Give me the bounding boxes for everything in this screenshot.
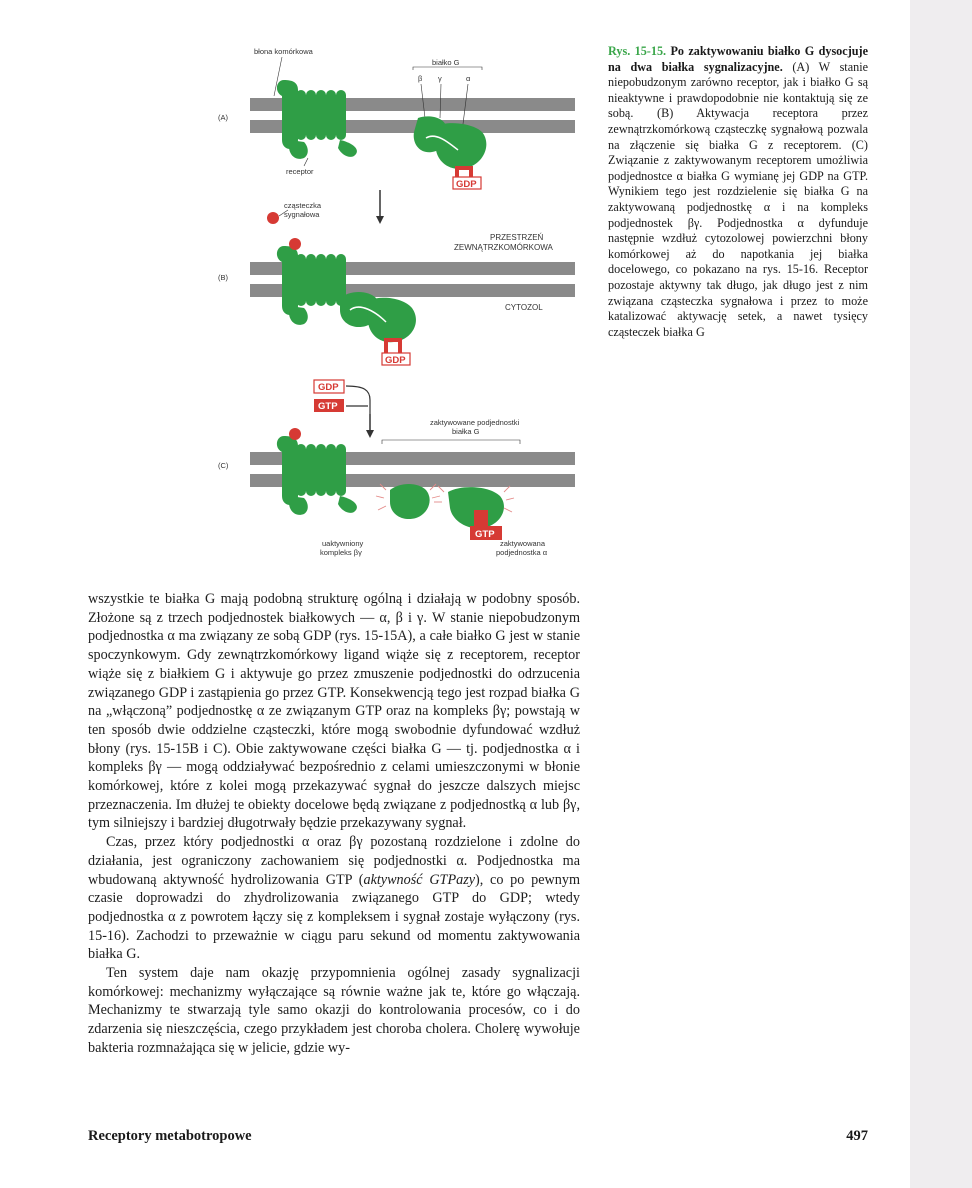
g-protein-b — [340, 292, 416, 358]
activated-alpha-label-1: zaktywowana — [500, 539, 546, 548]
cytosol-label: CYTOZOL — [505, 303, 543, 312]
figure-15-15 — [200, 40, 600, 580]
receptor-a — [277, 80, 357, 159]
paragraph-3: Ten system daje nam okazję przypomnienia ogólnej zasady sygnalizacji komórkowej: mechanizmy wyłączające są równie ważne jak te, które go włączają. Mechanizmy te stwarzają tyle samo okazji do kontrolowania procesów, co i do zdarzenia się nieszczęścia, czego przykładem jest choroba cholera. Cholerę wywołuje bakteria rozmnażająca się w jelicie, gdzie wy- — [88, 965, 580, 1056]
gtpase-term: aktywność GTPazy — [363, 871, 476, 888]
membrane-label: błona komórkowa — [254, 47, 313, 56]
signal-molecule-label-1: cząsteczka — [284, 201, 322, 210]
caption-text: (A) W stanie niepobudzonym zarówno receptor, jak i białko G są nieaktywne i prawdopodobnie nie kontaktują się ze sobą. (B) Aktywacja receptora przez zewnątrzkomórkową cząsteczkę sygnałową pozwala na złączenie się białka G z receptorem. (C) Związanie z zaktywowanym receptorem umożliwia podjednostce α białka G wymianę jej GDP na GTP. Wynikiem tego jest rozdzielenie się białka G na zaktywowaną podjednostkę α i na kompleks podjednostek βγ. Podjednostka α dyfunduje następnie wzdłuż cytozolowej powierzchni błony komórkowej aż do napotkania jej białka docelowego, co pokazano na rys. 15-16. Receptor pozostaje aktywny tak długo, jak długo jest z nim związana cząsteczka sygnałowa i przez to może katalizować aktywację setek, a nawet tysięcy cząsteczek białka G — [608, 59, 868, 339]
beta-label: β — [418, 74, 423, 83]
paragraph-1: wszystkie te białka G mają podobną strukturę ogólną i działają w podobny sposób. Złożone są z trzech podjednostek białkowych — α, β i γ. W stanie niepobudzonym podjednostka α ma związany ze sobą GDP (rys. 15-15A), a całe białko G jest w stanie spoczynkowym. Gdy zewnątrzkomórkowy ligand wiąże się z receptorem, receptor wiąże się z białkiem G i aktywuje go przez zmuszenie podjednostki do odrzucenia związanego GDP i zastąpienia go przez GTP. Konsekwencją tego jest rozpad białka G na „włączoną” podjednostkę α ze związanym GTP oraz na kompleks βγ; powstają w ten sposób dwie oddzielne cząsteczki, które mogą swobodnie dyfundować wzdłuż błony (rys. 15-15B i C). Obie zaktywowane części białka G — tj. podjednostka α i kompleks βγ — mogą oddziaływać bezpośrednio z celami umieszczonymi w błonie komórkowej, które z kolei mogą przekazywać sygnał do jeszcze dalszych miejsc przeznaczenia. Im dłużej te obiekty docelowe będą związane z podjednostką α lub βγ, tym silniejszy i bardziej długotrwały będzie przekazywany sygnał. — [88, 591, 580, 832]
caption-number: Rys. 15-15. — [608, 44, 667, 58]
page-number: 497 — [846, 1128, 868, 1144]
paragraph-2-end: ), co po pewnym czasie doprowadzi do zhydrolizowania związanego GTP do GDP; wtedy podjednostka α z powrotem łączy się z kompleksem i sygnał zostaje wyłączony (rys. 15-16). Zachodzi to przeważnie w ciągu paru sekund od momentu zaktywowania białka G. — [88, 871, 580, 963]
gtp-bind-text: GTP — [318, 401, 338, 412]
receptor-label: receptor — [286, 167, 314, 176]
signal-molecule-c — [289, 428, 301, 440]
receptor-b — [277, 246, 346, 325]
panel-c-label: (C) — [218, 461, 229, 470]
gdp-release-text: GDP — [318, 382, 339, 393]
main-text — [88, 590, 580, 1058]
panel-b-label: (B) — [218, 273, 228, 282]
alpha-label: α — [466, 74, 471, 83]
running-title: Receptory metabotropowe — [88, 1128, 252, 1144]
gamma-label: γ — [438, 74, 442, 83]
figure-caption — [608, 44, 868, 340]
g-protein-diagram — [200, 40, 600, 580]
panel-b — [218, 233, 575, 438]
extracellular-label-2: ZEWNĄTRZKOMÓRKOWA — [454, 243, 553, 252]
panel-a — [218, 47, 575, 224]
gdp-text-b: GDP — [385, 355, 406, 366]
activated-subunits-label-2: białka G — [452, 427, 480, 436]
activated-bg-label-2: kompleks βγ — [320, 548, 362, 557]
signal-molecule-legend — [267, 212, 279, 224]
paragraph-2-start: Czas, przez który podjednostki α oraz βγ pozostaną rozdzielone i zdolne do działania, jest ograniczony zachowaniem się podjednostki α. Podjednostka ma wbudowaną aktywność hydrolizowania GTP ( — [88, 834, 580, 888]
page-footer — [88, 1128, 868, 1145]
activated-subunits-label-1: zaktywowane podjednostki — [430, 418, 520, 427]
panel-a-label: (A) — [218, 113, 228, 122]
signal-molecule-label-2: sygnałowa — [284, 210, 320, 219]
receptor-c — [277, 436, 357, 515]
signal-molecule-b — [289, 238, 301, 250]
activated-beta-gamma — [390, 484, 430, 519]
activated-alpha-label-2: podjednostka α — [496, 548, 548, 557]
activated-bg-label-1: uaktywniony — [322, 539, 364, 548]
extracellular-label-1: PRZESTRZEŃ — [490, 233, 544, 242]
gdp-text-a: GDP — [456, 179, 477, 190]
g-protein-label: białko G — [432, 58, 460, 67]
page-gutter — [910, 0, 972, 1188]
paragraph-2 — [88, 833, 580, 964]
gtp-text-c: GTP — [475, 529, 495, 540]
panel-c — [218, 418, 575, 557]
caption-title: Po zaktywowaniu białko G dysocjuje na dwa białka sygnalizacyjne. — [608, 44, 868, 74]
